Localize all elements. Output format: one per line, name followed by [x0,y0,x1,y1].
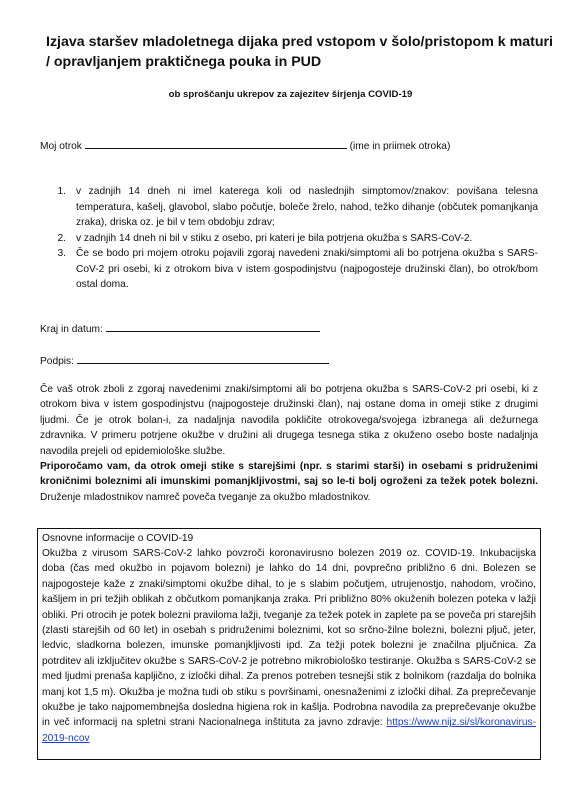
place-date-label: Kraj in datum: [40,324,103,335]
statement-list [38,184,538,293]
place-date-row [40,321,320,335]
notice-text: Če vaš otrok zboli z zgoraj navedenimi znaki/simptomi ali bo potrjena okužba s SARS-CoV-2 pri osebi, ki z otrokom biva v istem gospodinjstvu (najpogosteje družinski član), naj ostane doma in omeji stike z drugimi ljudmi. Če je otrok bolan-i, za nadaljnja navodila pokličite otrokovega/svojega izbranega ali dežurnega zdravnika. V primeru potrjene okužbe v družini ali drugega tesnega stika z okuženo osebo boste nadaljnja navodila prejeli od epidemiološke službe. [40,384,538,457]
signature-field[interactable] [77,353,329,364]
list-number: 1. [57,186,66,197]
list-text: Če se bodo pri mojem otroku pojavili zgoraj navedeni znaki/simptomi ali bo potrjena okužba s SARS-CoV-2 pri osebi, ki z otrokom biva v istem gospodinjstvu (najpogosteje družinski član), bo otrok/bom ostal doma. [76,248,538,290]
info-box-text: Okužba z virusom SARS-CoV-2 lahko povzroči koronavirusno bolezen 2019 oz. COVID-19. Inkubacijska doba (čas med okužbo in pojavom bolezni) je lahko do 14 dni, povprečno približno 6 dni. Bolezen se najpogosteje kaže z znaki/simptomi okužbe dihal, to je s slabim počutjem, utrujenostjo, nahodom, vročino, kašljem in pri težjih oblikah z občutkom pomanjkanja zraka. Pri približno 80% okuženih bolezen poteka v lažji obliki. Pri otrocih je potek bolezni praviloma lažji, tveganje za težek potek in zaplete pa se poveča pri starejših (zlasti starejših od 60 let) in osebah s pridruženimi boleznimi, kot so srčno-žilne bolezni, bolezni pljuč, jeter, ledvic, sladkorna bolezen, imunske pomanjkljivosti ipd. Za težji potek bolezni je značilna pljučnica. Za potrditev ali izključitev okužbe s SARS-CoV-2 je potrebno mikrobiološko testiranje. Okužba s SARS-CoV-2 se med ljudmi prenaša kapljično, z izločki dihal. Za prenos potreben tesnejši stik z bolnikom (razdalja do bolnika manj kot 1,5 m). Okužba je možna tudi ob stiku s površinami, onesnaženimi z izločki dihal. Za preprečevanje okužbe je tako najpomembnejša dosledna higiena rok in kašlja. Podrobna navodila za preprečevanje okužbe in več informacij na spletni strani Nacionalnega inštituta za javno zdravje: [42,548,536,729]
child-name-field[interactable] [85,138,347,149]
notice-paragraph [40,382,538,505]
child-label: Moj otrok [40,141,82,152]
list-number: 2. [57,232,66,244]
place-date-field[interactable] [106,321,320,332]
list-number: 3. [57,248,66,259]
info-box-body [42,546,536,746]
info-box-title: Osnovne informacije o COVID-19 [42,533,194,544]
recommendation-bold: Priporočamo vam, da otrok omeji stike s starejšimi (npr. s starimi starši) in osebami s pridruženimi kroničnimi boleznimi ali imunskimi pomanjkljivostmi, saj so le-ti bolj ogroženi za težek potek bolezni. [40,461,538,488]
list-item [38,246,538,293]
child-hint: (ime in priimek otroka) [349,141,451,152]
recommendation-text [40,459,538,505]
document-title: Izjava staršev mladoletnega dijaka pred vstopom v šolo/pristopom k maturi / opravljanjem praktičnega pouka in PUD [46,34,553,70]
list-item [38,231,538,247]
info-box [37,528,541,760]
document-subtitle: ob sproščanju ukrepov za zajezitev širjenja COVID-19 [168,89,413,100]
child-name-row [40,138,450,152]
list-item [38,184,538,231]
recommendation-rest: Druženje mladostnikov namreč poveča tveganje za okužbo mladostnikov. [40,491,371,503]
list-text: v zadnjih 14 dneh ni imel katerega koli od naslednjih simptomov/znakov: povišana telesna temperatura, kašelj, glavobol, slabo počutje, boleče žrelo, nahod, težko dihanje (občutek pomanjkanja zraka), driska oz. je bil v tem obdobju zdrav; [76,186,538,228]
signature-row [40,353,329,367]
list-text: v zadnjih 14 dneh ni bil v stiku z osebo, pri kateri je bila potrjena okužba s SARS-CoV-2. [76,232,473,244]
nijz-link[interactable]: https://www.nijz.si/sl/koronavirus-2019-ncov [42,717,536,744]
signature-label: Podpis: [40,356,74,367]
